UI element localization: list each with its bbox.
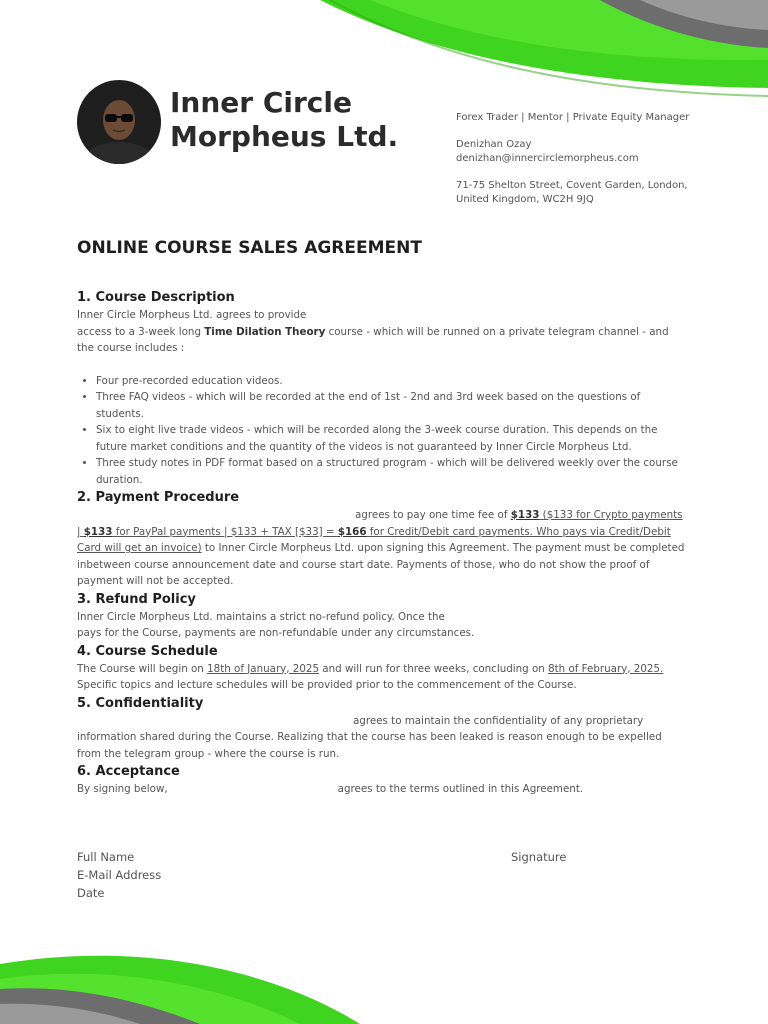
contact-address-line2: United Kingdom, WC2H 9JQ: [456, 194, 594, 205]
refund-policy-line1: Inner Circle Morpheus Ltd. maintains a strict no-refund policy. Once the: [77, 610, 445, 623]
section-heading-refund-policy: 3. Refund Policy: [77, 591, 196, 607]
course-includes-list: [77, 373, 687, 489]
section-heading-payment-procedure: 2. Payment Procedure: [77, 490, 240, 505]
section-heading-course-schedule: 4. Course Schedule: [77, 643, 218, 659]
course-description-line1: Inner Circle Morpheus Ltd. agrees to provide: [77, 309, 307, 321]
contact-name: Denizhan Ozay: [456, 139, 532, 150]
acceptance-paragraph: By signing below, agrees to the terms outlined in this Agreement.: [77, 783, 584, 795]
course-description-paragraph: access to a 3-week long Time Dilation Theory course - which will be runned on a private telegram channel - and the course includes :: [77, 325, 669, 354]
contact-roles: Forex Trader | Mentor | Private Equity Manager: [456, 112, 690, 123]
email-address-label: E-Mail Address: [77, 868, 162, 882]
company-name: [170, 86, 398, 154]
refund-policy-line2: pays for the Course, payments are non-refundable under any circumstances.: [77, 627, 475, 639]
signature-fields: [77, 848, 161, 902]
section-heading-course-description: 1. Course Description: [77, 290, 235, 305]
company-name-line1: Inner Circle: [170, 86, 352, 119]
company-name-line2: Morpheus Ltd.: [170, 120, 399, 153]
signature-label: Signature: [511, 850, 567, 864]
full-name-label: Full Name: [77, 850, 135, 864]
course-schedule-line1: The Course will begin on 18th of January, 2025 and will run for three weeks, concluding on 8th of February, 2025.: [77, 662, 664, 675]
course-schedule-line2: Specific topics and lecture schedules will be provided prior to the commencement of the Course.: [77, 679, 577, 691]
section-heading-acceptance: 6. Acceptance: [77, 764, 180, 779]
list-item: • Three study notes in PDF format based on a structured program - which will be delivered weekly over the course duration.: [96, 455, 687, 488]
company-logo-avatar: [77, 80, 161, 164]
bottom-decorative-wave: [0, 944, 768, 1024]
contact-email: denizhan@innercirclemorpheus.com: [456, 153, 639, 164]
confidentiality-paragraph: agrees to maintain the confidentiality of any proprietary information shared during the Course. Realizing that the course has been leaked is reason enough to be expelled from the telegram group - where the course is run.: [77, 714, 662, 760]
list-item: • Four pre-recorded education videos.: [96, 373, 687, 390]
contact-block: [456, 111, 689, 207]
contact-address-line1: 71-75 Shelton Street, Covent Garden, London,: [456, 180, 688, 191]
date-label: Date: [77, 886, 105, 900]
list-item: • Six to eight live trade videos - which will be recorded along the 3-week course duration. This depends on the future market conditions and the quantity of the videos is not guaranteed by Inner Circle Morpheus Ltd.: [96, 422, 687, 455]
page-title: ONLINE COURSE SALES AGREEMENT: [77, 238, 422, 258]
payment-procedure-paragraph: agrees to pay one time fee of $133 ($133 for Crypto payments | $133 for PayPal payments | $133 + TAX [$33] = $166 for Credit/Debit card payments. Who pays via Credit/Debit Card will get an invoice) to Inner Circle Morpheus Ltd. upon signing this Agreement. The payment must be completed inbetween course announcement date and course start date. Payments of those, who do not show the proof of payment will not be accepted.: [77, 509, 685, 587]
agreement-body: [77, 288, 687, 798]
list-item: • Three FAQ videos - which will be recorded at the end of 1st - 2nd and 3rd week based on the questions of students.: [96, 389, 687, 422]
section-heading-confidentiality: 5. Confidentiality: [77, 695, 204, 711]
